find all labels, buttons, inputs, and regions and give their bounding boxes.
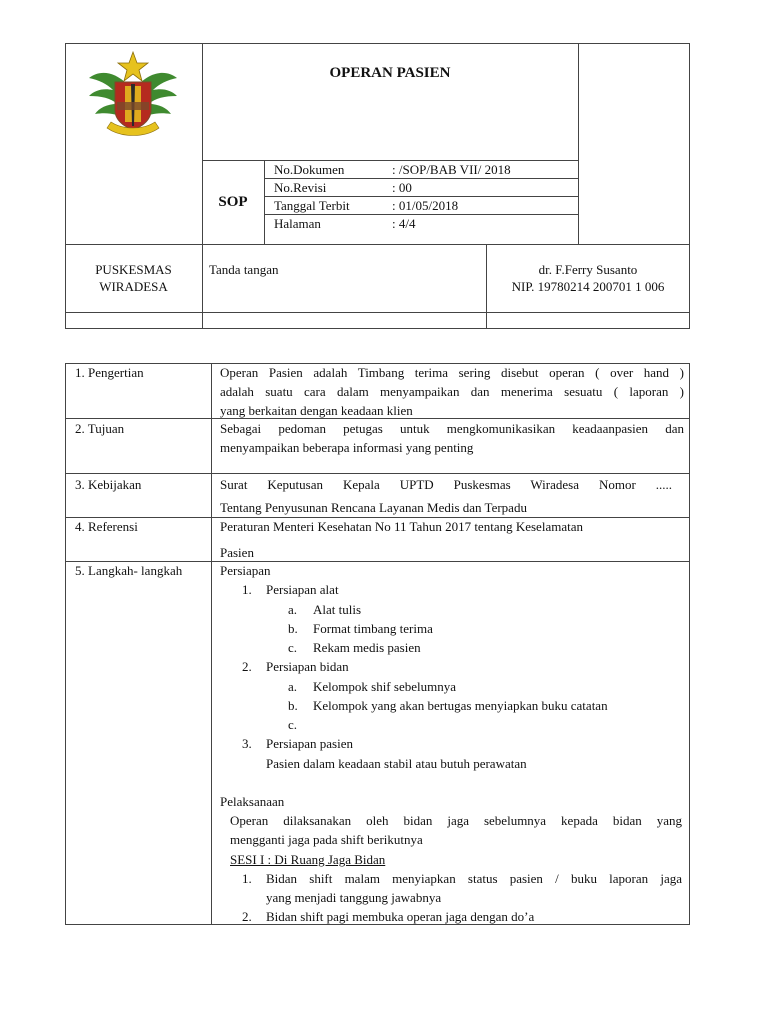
- section-text: menyampaikan beberapa informasi yang penting: [220, 440, 474, 455]
- list-number: a.: [288, 679, 298, 694]
- section-text: yang berkaitan dengan keadaan klien: [220, 403, 413, 418]
- signer-name: dr. F.Ferry Susanto: [538, 262, 638, 277]
- section-text: Sebagai pedoman petugas untuk mengkomunikasikan keadaanpasien dan: [220, 421, 684, 436]
- list-number: b.: [288, 698, 298, 713]
- step-number: 1.: [242, 871, 252, 886]
- step-number: 2.: [242, 909, 252, 924]
- meta-divider: [264, 160, 265, 244]
- section-label: 4. Referensi: [75, 519, 138, 534]
- list-number: a.: [288, 602, 298, 617]
- list-item: Kelompok yang akan bertugas menyiapkan buku catatan: [313, 698, 608, 713]
- meta-value: : 01/05/2018: [392, 198, 459, 213]
- list-number: c.: [288, 640, 298, 655]
- list-number: c.: [288, 717, 298, 732]
- signer-nip: NIP. 19780214 200701 1 006: [511, 279, 665, 294]
- section-text: Operan Pasien adalah Timbang terima sering disebut operan ( over hand ): [220, 365, 684, 380]
- header-divider: [65, 312, 690, 313]
- meta-label: No.Dokumen: [274, 162, 345, 177]
- header-divider: [578, 43, 579, 244]
- document-title: OPERAN PASIEN: [329, 65, 451, 81]
- list-number: 3.: [242, 736, 252, 751]
- list-item: Format timbang terima: [313, 621, 433, 636]
- list-number: b.: [288, 621, 298, 636]
- section-label: 3. Kebijakan: [75, 477, 142, 492]
- section-text: Pasien: [220, 545, 254, 560]
- step-text: yang menjadi tanggung jawabnya: [266, 890, 442, 905]
- step-text: Bidan shift pagi membuka operan jaga dengan do’a: [266, 909, 535, 924]
- list-item: Persiapan bidan: [266, 659, 349, 674]
- sop-label: SOP: [218, 194, 248, 210]
- meta-value: : 4/4: [392, 216, 416, 231]
- org-name: PUSKESMAS: [95, 262, 172, 277]
- step-text: Bidan shift malam menyiapkan status pasien / buku laporan jaga: [266, 871, 682, 886]
- list-item: Persiapan alat: [266, 582, 339, 597]
- sesi-heading: SESI I : Di Ruang Jaga Bidan: [230, 852, 386, 867]
- section-label: 2. Tujuan: [75, 421, 125, 436]
- header-divider: [202, 43, 203, 329]
- meta-value: : 00: [392, 180, 412, 195]
- list-item: Rekam medis pasien: [313, 640, 421, 655]
- list-item: Persiapan pasien: [266, 736, 354, 751]
- list-item: Kelompok shif sebelumnya: [313, 679, 456, 694]
- meta-label: Tanggal Terbit: [274, 198, 350, 213]
- list-number: 2.: [242, 659, 252, 674]
- section-text: Peraturan Menteri Kesehatan No 11 Tahun 2017 tentang Keselamatan: [220, 519, 583, 534]
- puskesmas-logo: [85, 48, 181, 142]
- pasien-text: Pasien dalam keadaan stabil atau butuh perawatan: [266, 756, 527, 771]
- org-name: WIRADESA: [99, 279, 168, 294]
- content-divider: [211, 363, 212, 925]
- signature-label: Tanda tangan: [209, 262, 279, 277]
- section-label: 1. Pengertian: [75, 365, 144, 380]
- pelaksanaan-text: mengganti jaga pada shift berikutnya: [230, 832, 423, 847]
- header-divider: [65, 244, 690, 245]
- list-item: Alat tulis: [313, 602, 362, 617]
- section-text: Surat Keputusan Kepala UPTD Puskesmas Wiradesa Nomor .....: [220, 477, 672, 492]
- pelaksanaan-text: Operan dilaksanakan oleh bidan jaga sebelumnya kepada bidan yang: [230, 813, 682, 828]
- content-divider: [65, 473, 690, 474]
- meta-label: Halaman: [274, 216, 321, 231]
- section-text: adalah suatu cara dalam menyampaikan dan menerima sesuatu ( laporan ): [220, 384, 684, 399]
- header-divider: [202, 160, 578, 161]
- list-number: 1.: [242, 582, 252, 597]
- persiapan-heading: Persiapan: [220, 563, 271, 578]
- pelaksanaan-heading: Pelaksanaan: [220, 794, 285, 809]
- section-label: 5. Langkah- langkah: [75, 563, 183, 578]
- meta-label: No.Revisi: [274, 180, 327, 195]
- section-text: Tentang Penyusunan Rencana Layanan Medis dan Terpadu: [220, 500, 527, 515]
- meta-value: : /SOP/BAB VII/ 2018: [392, 162, 511, 177]
